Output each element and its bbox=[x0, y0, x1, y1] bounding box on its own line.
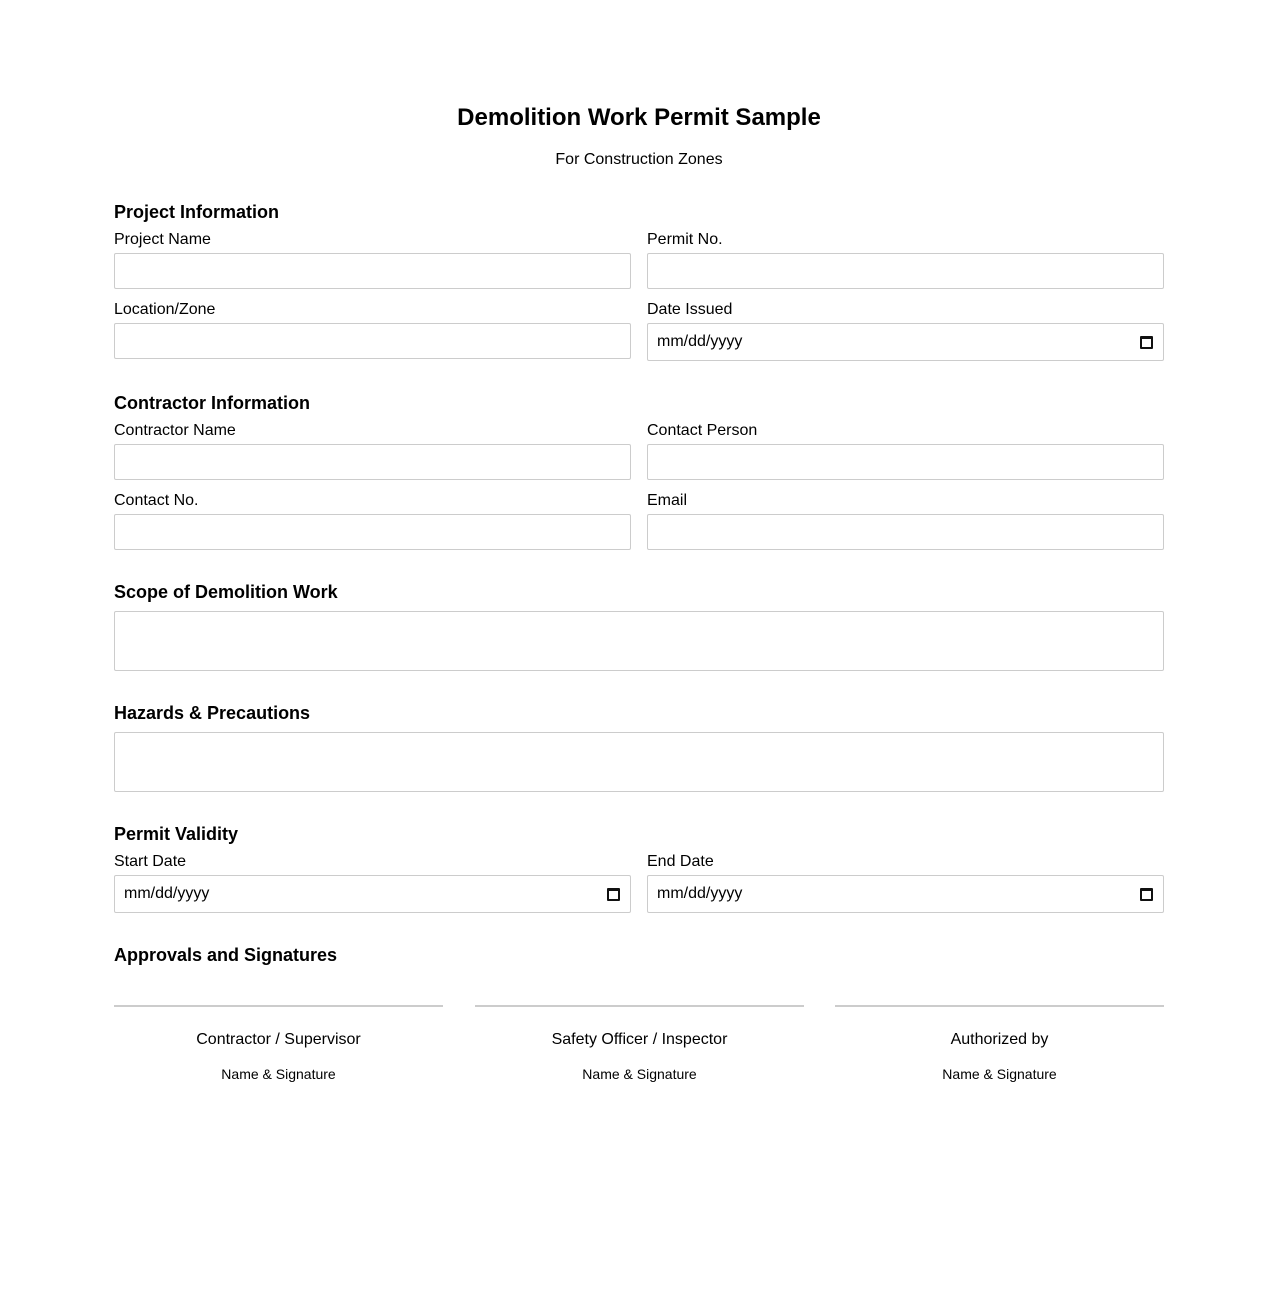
signature-block-safety-officer bbox=[475, 1005, 804, 1083]
date-issued-input[interactable] bbox=[647, 323, 1164, 361]
signature-line[interactable] bbox=[475, 1005, 804, 1007]
calendar-icon[interactable] bbox=[607, 888, 620, 901]
end-date-label: End Date bbox=[647, 853, 714, 870]
project-name-input[interactable] bbox=[114, 253, 631, 289]
contact-person-input[interactable] bbox=[647, 444, 1164, 480]
section-title-validity: Permit Validity bbox=[114, 824, 239, 844]
signature-line[interactable] bbox=[114, 1005, 443, 1007]
project-name-label: Project Name bbox=[114, 231, 211, 248]
signature-caption: Name & Signature bbox=[221, 1066, 336, 1082]
signature-line[interactable] bbox=[835, 1005, 1164, 1007]
page-subtitle: For Construction Zones bbox=[555, 151, 723, 168]
location-input[interactable] bbox=[114, 323, 631, 359]
email-label: Email bbox=[647, 492, 688, 509]
section-title-scope: Scope of Demolition Work bbox=[114, 582, 338, 602]
location-label: Location/Zone bbox=[114, 301, 216, 318]
page-title: Demolition Work Permit Sample bbox=[457, 104, 821, 131]
signature-role: Safety Officer / Inspector bbox=[551, 1031, 728, 1048]
calendar-icon[interactable] bbox=[1140, 336, 1153, 349]
scope-textarea[interactable] bbox=[114, 611, 1164, 671]
signature-role: Contractor / Supervisor bbox=[196, 1031, 361, 1048]
permit-no-label: Permit No. bbox=[647, 231, 723, 248]
contact-person-label: Contact Person bbox=[647, 422, 758, 439]
date-issued-placeholder: mm/dd/yyyy bbox=[657, 333, 743, 350]
signature-caption: Name & Signature bbox=[582, 1066, 697, 1082]
section-title-contractor: Contractor Information bbox=[114, 393, 310, 413]
end-date-input[interactable] bbox=[647, 875, 1164, 913]
signature-role: Authorized by bbox=[950, 1031, 1049, 1048]
signature-block-authorized bbox=[835, 1005, 1164, 1083]
permit-no-input[interactable] bbox=[647, 253, 1164, 289]
contractor-name-input[interactable] bbox=[114, 444, 631, 480]
section-title-hazards: Hazards & Precautions bbox=[114, 703, 311, 723]
contractor-name-label: Contractor Name bbox=[114, 422, 236, 439]
end-date-placeholder: mm/dd/yyyy bbox=[657, 885, 743, 902]
email-input[interactable] bbox=[647, 514, 1164, 550]
date-issued-label: Date Issued bbox=[647, 301, 733, 318]
section-title-project: Project Information bbox=[114, 202, 280, 222]
hazards-textarea[interactable] bbox=[114, 732, 1164, 792]
contact-no-input[interactable] bbox=[114, 514, 631, 550]
start-date-label: Start Date bbox=[114, 853, 187, 870]
signature-block-contractor bbox=[114, 1005, 443, 1083]
start-date-input[interactable] bbox=[114, 875, 631, 913]
section-title-approvals: Approvals and Signatures bbox=[114, 945, 338, 965]
contact-no-label: Contact No. bbox=[114, 492, 199, 509]
start-date-placeholder: mm/dd/yyyy bbox=[124, 885, 210, 902]
calendar-icon[interactable] bbox=[1140, 888, 1153, 901]
signature-caption: Name & Signature bbox=[942, 1066, 1057, 1082]
